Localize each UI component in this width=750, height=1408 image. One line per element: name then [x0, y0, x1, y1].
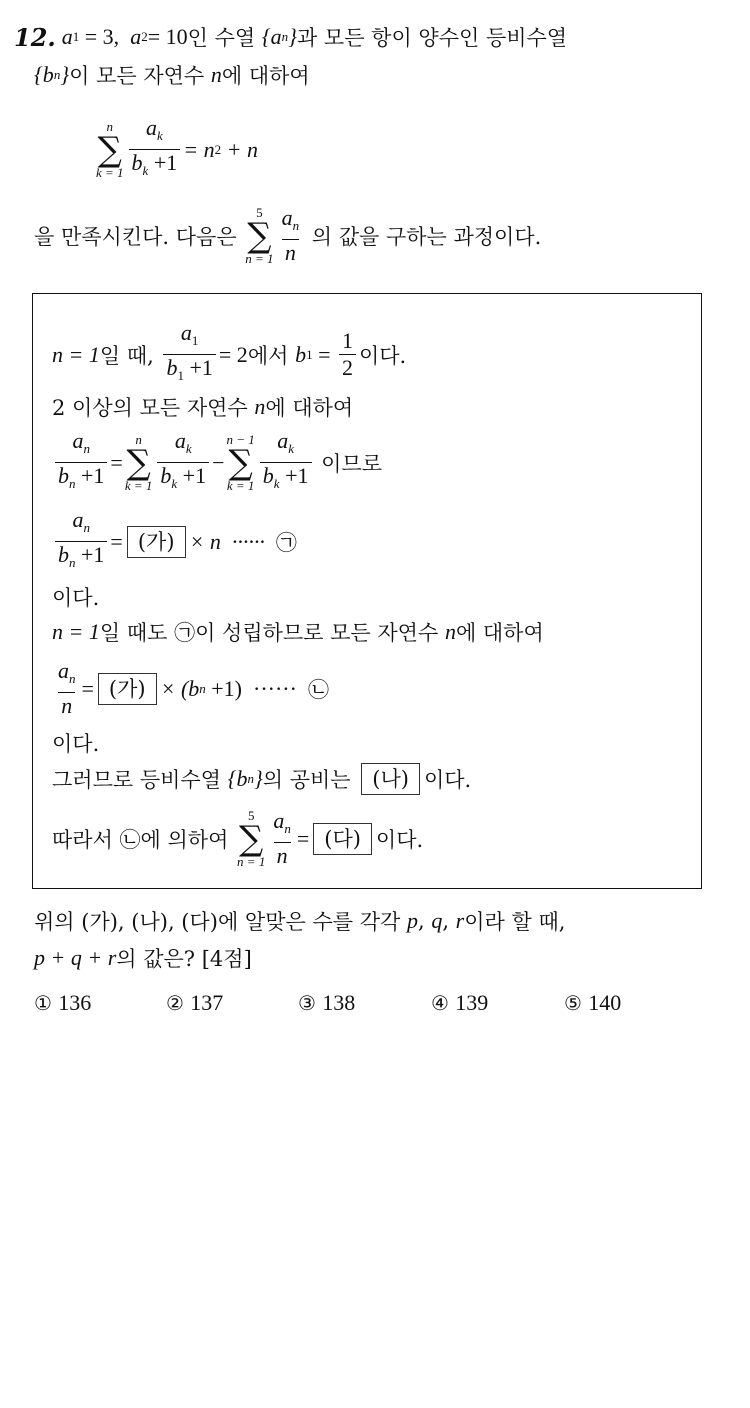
text: 2 이상의 모든 자연수	[52, 396, 255, 420]
math: n	[282, 239, 299, 266]
box-line-8	[52, 728, 99, 758]
math: =	[110, 528, 123, 554]
math: b	[58, 463, 69, 488]
text: 이다.	[52, 732, 100, 756]
text: 이므로	[314, 451, 383, 476]
math: 2	[339, 354, 356, 381]
math: n	[199, 680, 206, 696]
math: }	[253, 766, 263, 791]
math: n	[274, 842, 291, 869]
choice-value: 139	[455, 990, 489, 1015]
math: b	[295, 341, 307, 367]
box-line-7	[52, 658, 329, 719]
choice-2[interactable]	[166, 990, 223, 1016]
text: 이 모든 자연수	[69, 64, 211, 88]
math: k	[288, 441, 295, 456]
math: k	[157, 128, 163, 143]
given-equation	[94, 115, 258, 184]
sigma: n ∑ k = 1	[96, 118, 124, 180]
text: 이라 할 때,	[464, 910, 566, 934]
math: 1	[177, 368, 184, 383]
text: 이다.	[52, 586, 100, 610]
sum-upper: n	[106, 118, 114, 134]
math: n	[444, 619, 456, 644]
text: 이다.	[375, 827, 424, 852]
math: = 3,	[79, 24, 131, 49]
math: =	[110, 449, 123, 475]
sigma: n − 1 ∑ k = 1	[226, 431, 255, 493]
text: 에 의하여	[140, 827, 236, 852]
text: 위의 (가), (나), (다)에 알맞은 수를 각각	[34, 910, 407, 934]
math: n	[83, 441, 90, 456]
choice-value: 136	[58, 990, 92, 1015]
text: 에 대하여	[455, 621, 544, 645]
text: 인 수열	[187, 26, 262, 50]
problem-number: 12.	[14, 22, 56, 52]
math: a	[72, 428, 84, 453]
blank-ga: (가)	[127, 526, 186, 558]
text: 과 모든 항이 양수인 등비수열	[296, 26, 568, 50]
math: × n ······	[189, 528, 276, 554]
math: a	[58, 658, 69, 683]
fraction	[55, 658, 79, 719]
box-line-2	[52, 392, 353, 422]
math: +1	[75, 463, 105, 488]
text: ,	[442, 909, 456, 933]
fraction	[163, 320, 215, 389]
sum-lower: n = 1	[245, 250, 274, 266]
math: a	[273, 808, 285, 833]
math: p + q + r	[34, 945, 117, 970]
math: 2	[141, 29, 148, 44]
choice-value: 140	[588, 990, 622, 1015]
math: n	[247, 771, 254, 786]
sum-lower: n = 1	[237, 853, 266, 869]
math: n	[254, 394, 266, 419]
box-line-3	[52, 428, 382, 497]
fraction	[129, 115, 181, 184]
math: +1	[148, 150, 178, 175]
choice-value: 138	[322, 990, 356, 1015]
math: b	[166, 355, 178, 380]
text: 이 성립하므로 모든 자연수	[195, 621, 445, 645]
math: a	[180, 320, 192, 345]
math: n	[69, 476, 76, 491]
fraction	[157, 428, 209, 497]
sum-upper: 5	[247, 807, 255, 823]
math: +1	[177, 463, 207, 488]
sum-lower: k = 1	[96, 164, 124, 180]
label-circled: ㉡	[307, 677, 329, 702]
text: 따라서	[52, 827, 120, 852]
text: 그러므로 등비수열	[52, 768, 228, 792]
sum-lower: k = 1	[124, 477, 153, 493]
text: ,	[417, 909, 432, 933]
choice-mark: ⑤	[564, 991, 582, 1015]
text: 의 공비는	[262, 768, 358, 792]
box-line-5	[52, 582, 99, 612]
sigma: n ∑ k = 1	[124, 431, 153, 493]
text: 의 값은? [4점]	[116, 947, 252, 971]
math: p	[406, 908, 418, 933]
sigma: 5 ∑ n = 1	[245, 204, 274, 266]
text: 이다.	[423, 768, 472, 792]
label-circled: ㉠	[275, 530, 297, 555]
math: a	[72, 507, 84, 532]
sum-upper: n − 1	[226, 431, 255, 447]
math: n	[281, 29, 289, 44]
math: a	[130, 24, 142, 49]
math: {a	[261, 24, 282, 49]
math: a	[174, 428, 186, 453]
math: b	[131, 150, 143, 175]
math: + n	[221, 136, 258, 162]
text: 을 만족시킨다. 다음은	[34, 224, 244, 249]
text: 의 값을 구하는 과정이다.	[305, 224, 542, 249]
math: {b	[227, 766, 248, 791]
sum-upper: 5	[256, 204, 263, 220]
math: +1) ······	[205, 675, 308, 701]
text: 에서	[247, 343, 296, 368]
math: +1	[183, 355, 213, 380]
choice-3[interactable]	[298, 990, 355, 1016]
math: =	[81, 675, 94, 701]
math: k	[171, 476, 178, 491]
math: +1	[75, 542, 105, 567]
math: a	[277, 428, 289, 453]
math: {b	[34, 62, 54, 87]
math: 1	[306, 346, 313, 362]
choice-1[interactable]	[34, 990, 91, 1016]
sigma: 5 ∑ n = 1	[237, 807, 266, 869]
math: n	[69, 555, 76, 570]
math: n = 1	[52, 341, 100, 367]
problem-line-1	[14, 22, 567, 52]
choice-mark: ④	[431, 991, 449, 1015]
math: a	[281, 205, 293, 230]
math: k	[273, 476, 280, 491]
math: =	[312, 341, 336, 367]
math: n = 1	[52, 619, 100, 644]
fraction	[55, 428, 107, 497]
math: k	[185, 441, 192, 456]
math: +1	[279, 463, 309, 488]
math: = 2	[218, 341, 248, 367]
blank-ga: (가)	[98, 673, 157, 705]
sum-upper: n	[135, 431, 142, 447]
math: }	[288, 24, 297, 49]
choice-4[interactable]	[431, 990, 488, 1016]
math: n	[58, 692, 75, 719]
text: 이다.	[358, 343, 407, 368]
math: = n	[183, 136, 215, 162]
fraction	[339, 328, 356, 381]
choice-mark: ①	[34, 991, 52, 1015]
box-line-10	[52, 808, 423, 869]
label-circled: ㉡	[119, 827, 141, 852]
problem-line-2	[34, 60, 310, 90]
math: n	[83, 520, 90, 535]
math: 1	[341, 328, 353, 353]
math: = 10	[147, 24, 188, 49]
question-line-1	[34, 906, 565, 936]
box-line-1	[52, 320, 406, 389]
problem-line-3	[34, 205, 541, 266]
choice-mark: ②	[166, 991, 184, 1015]
choice-5[interactable]	[564, 990, 621, 1016]
math: a	[61, 24, 73, 49]
math: 1	[191, 333, 199, 348]
text: 일 때도	[99, 621, 175, 645]
choice-value: 137	[190, 990, 224, 1015]
fraction	[279, 205, 303, 266]
math: r	[455, 908, 465, 933]
math: a	[146, 115, 157, 140]
box-line-9	[52, 763, 471, 795]
math: }	[60, 62, 70, 87]
math: 1	[72, 29, 80, 44]
math: n	[69, 671, 76, 686]
math: b	[160, 463, 172, 488]
sum-lower: k = 1	[226, 477, 255, 493]
fraction	[260, 428, 312, 497]
math: n	[53, 67, 61, 82]
math: k	[142, 163, 149, 178]
box-line-6	[52, 617, 544, 647]
text: 에 대하여	[265, 396, 354, 420]
fraction	[55, 507, 107, 576]
box-line-4	[52, 507, 297, 576]
math: n	[284, 821, 291, 836]
choice-mark: ③	[298, 991, 316, 1015]
math: 2	[214, 141, 222, 157]
label-circled: ㉠	[174, 621, 196, 645]
math: n	[292, 218, 300, 233]
math: × (b	[160, 675, 200, 701]
math: =	[296, 825, 310, 851]
text: 에 대하여	[221, 64, 310, 88]
blank-da: (다)	[313, 823, 372, 855]
question-line-2	[34, 943, 252, 973]
math: b	[262, 463, 274, 488]
blank-na: (나)	[361, 763, 420, 795]
text: 일 때,	[99, 343, 161, 368]
fraction	[270, 808, 294, 869]
math: n	[210, 62, 222, 87]
math: q	[431, 908, 443, 933]
math: −	[212, 449, 225, 475]
math: b	[58, 542, 69, 567]
